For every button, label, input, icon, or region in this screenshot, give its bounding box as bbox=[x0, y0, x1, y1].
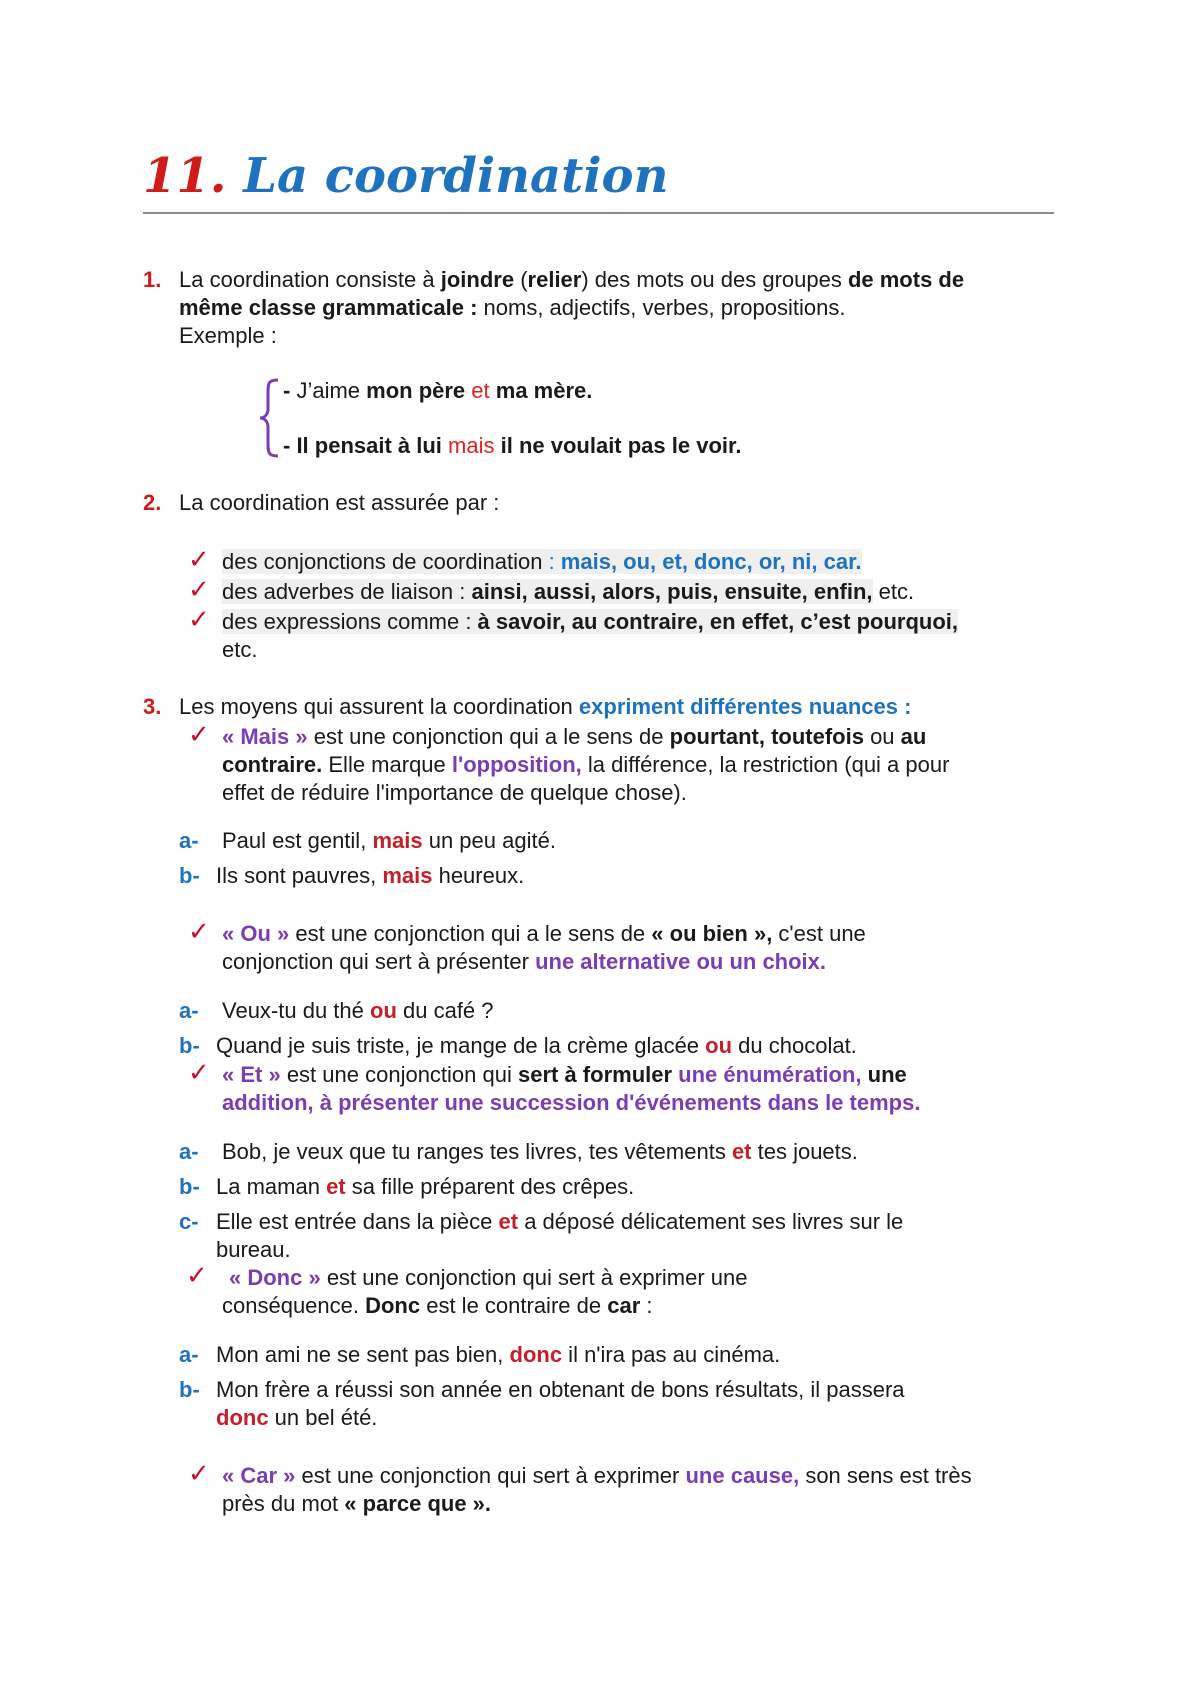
donc-line-1: « Donc » est une conjonction qui sert à exprimer une bbox=[229, 1265, 748, 1290]
check-icon: ✓ bbox=[188, 917, 210, 947]
example-label: b- bbox=[179, 1174, 200, 1199]
ou-line-2: conjonction qui sert à présenter une alternative ou un choix. bbox=[222, 949, 827, 974]
s1-line-2: même classe grammaticale : noms, adjectifs, verbes, propositions. bbox=[179, 295, 846, 320]
page-title bbox=[143, 146, 668, 206]
mais-example-a: Paul est gentil, mais un peu agité. bbox=[222, 828, 556, 853]
check-icon: ✓ bbox=[188, 1058, 210, 1088]
mais-example-b: Ils sont pauvres, mais heureux. bbox=[216, 863, 525, 888]
s2-item-3-cont: etc. bbox=[222, 637, 258, 662]
et-example-b: La maman et sa fille préparent des crêpes. bbox=[216, 1174, 635, 1199]
car-line-1: « Car » est une conjonction qui sert à exprimer une cause, son sens est très bbox=[222, 1463, 972, 1488]
example-label: a- bbox=[179, 998, 199, 1023]
et-line-1: « Et » est une conjonction qui sert à formuler une énumération, une bbox=[222, 1062, 907, 1087]
example-2: - Il pensait à lui mais il ne voulait pas le voir. bbox=[283, 433, 742, 458]
check-icon: ✓ bbox=[188, 720, 210, 750]
s2-intro: La coordination est assurée par : bbox=[179, 490, 500, 515]
car-line-2: près du mot « parce que ». bbox=[222, 1491, 492, 1516]
check-icon: ✓ bbox=[188, 1459, 210, 1489]
s2-item-3: des expressions comme : à savoir, au contraire, en effet, c’est pourquoi, bbox=[222, 609, 959, 634]
example-label: a- bbox=[179, 828, 199, 853]
section-1-number: 1. bbox=[143, 267, 162, 292]
title-underline bbox=[143, 212, 1054, 214]
check-icon: ✓ bbox=[188, 575, 210, 605]
et-line-2: addition, à présenter une succession d'événements dans le temps. bbox=[222, 1090, 921, 1115]
check-icon: ✓ bbox=[188, 545, 210, 575]
example-label: b- bbox=[179, 1377, 200, 1402]
mais-line-3: effet de réduire l'importance de quelque chose). bbox=[222, 780, 687, 805]
s1-line-3: Exemple : bbox=[179, 323, 277, 348]
donc-example-b-cont: donc un bel été. bbox=[216, 1405, 378, 1430]
example-label: a- bbox=[179, 1139, 199, 1164]
mais-line-1: « Mais » est une conjonction qui a le sens de pourtant, toutefois ou au bbox=[222, 724, 927, 749]
et-example-c-cont: bureau. bbox=[216, 1237, 291, 1262]
example-label: c- bbox=[179, 1209, 199, 1234]
s2-item-1: des conjonctions de coordination : mais, ou, et, donc, or, ni, car. bbox=[222, 549, 862, 574]
donc-line-2: conséquence. Donc est le contraire de car : bbox=[222, 1293, 653, 1318]
section-3-number: 3. bbox=[143, 694, 162, 719]
mais-line-2: contraire. Elle marque l'opposition, la différence, la restriction (qui a pour bbox=[222, 752, 950, 777]
ou-line-1: « Ou » est une conjonction qui a le sens de « ou bien », c'est une bbox=[222, 921, 866, 946]
example-label: b- bbox=[179, 863, 200, 888]
title-text: La coordination bbox=[243, 148, 669, 204]
s1-line-1: La coordination consiste à joindre (relier) des mots ou des groupes de mots de bbox=[179, 267, 965, 292]
donc-example-a: Mon ami ne se sent pas bien, donc il n'ira pas au cinéma. bbox=[216, 1342, 781, 1367]
title-number: 11. bbox=[143, 148, 227, 204]
ou-example-b: Quand je suis triste, je mange de la crème glacée ou du chocolat. bbox=[216, 1033, 857, 1058]
ou-example-a: Veux-tu du thé ou du café ? bbox=[222, 998, 494, 1023]
example-label: a- bbox=[179, 1342, 199, 1367]
s2-item-2: des adverbes de liaison : ainsi, aussi, alors, puis, ensuite, enfin, etc. bbox=[222, 579, 915, 604]
section-2-number: 2. bbox=[143, 490, 162, 515]
donc-example-b: Mon frère a réussi son année en obtenant de bons résultats, il passera bbox=[216, 1377, 905, 1402]
curly-brace-icon bbox=[258, 377, 280, 459]
et-example-c: Elle est entrée dans la pièce et a déposé délicatement ses livres sur le bbox=[216, 1209, 904, 1234]
et-example-a: Bob, je veux que tu ranges tes livres, tes vêtements et tes jouets. bbox=[222, 1139, 858, 1164]
example-1: - J’aime mon père et ma mère. bbox=[283, 378, 593, 403]
example-label: b- bbox=[179, 1033, 200, 1058]
check-icon: ✓ bbox=[188, 605, 210, 635]
check-icon: ✓ bbox=[186, 1261, 208, 1291]
s3-intro: Les moyens qui assurent la coordination expriment différentes nuances : bbox=[179, 694, 912, 719]
